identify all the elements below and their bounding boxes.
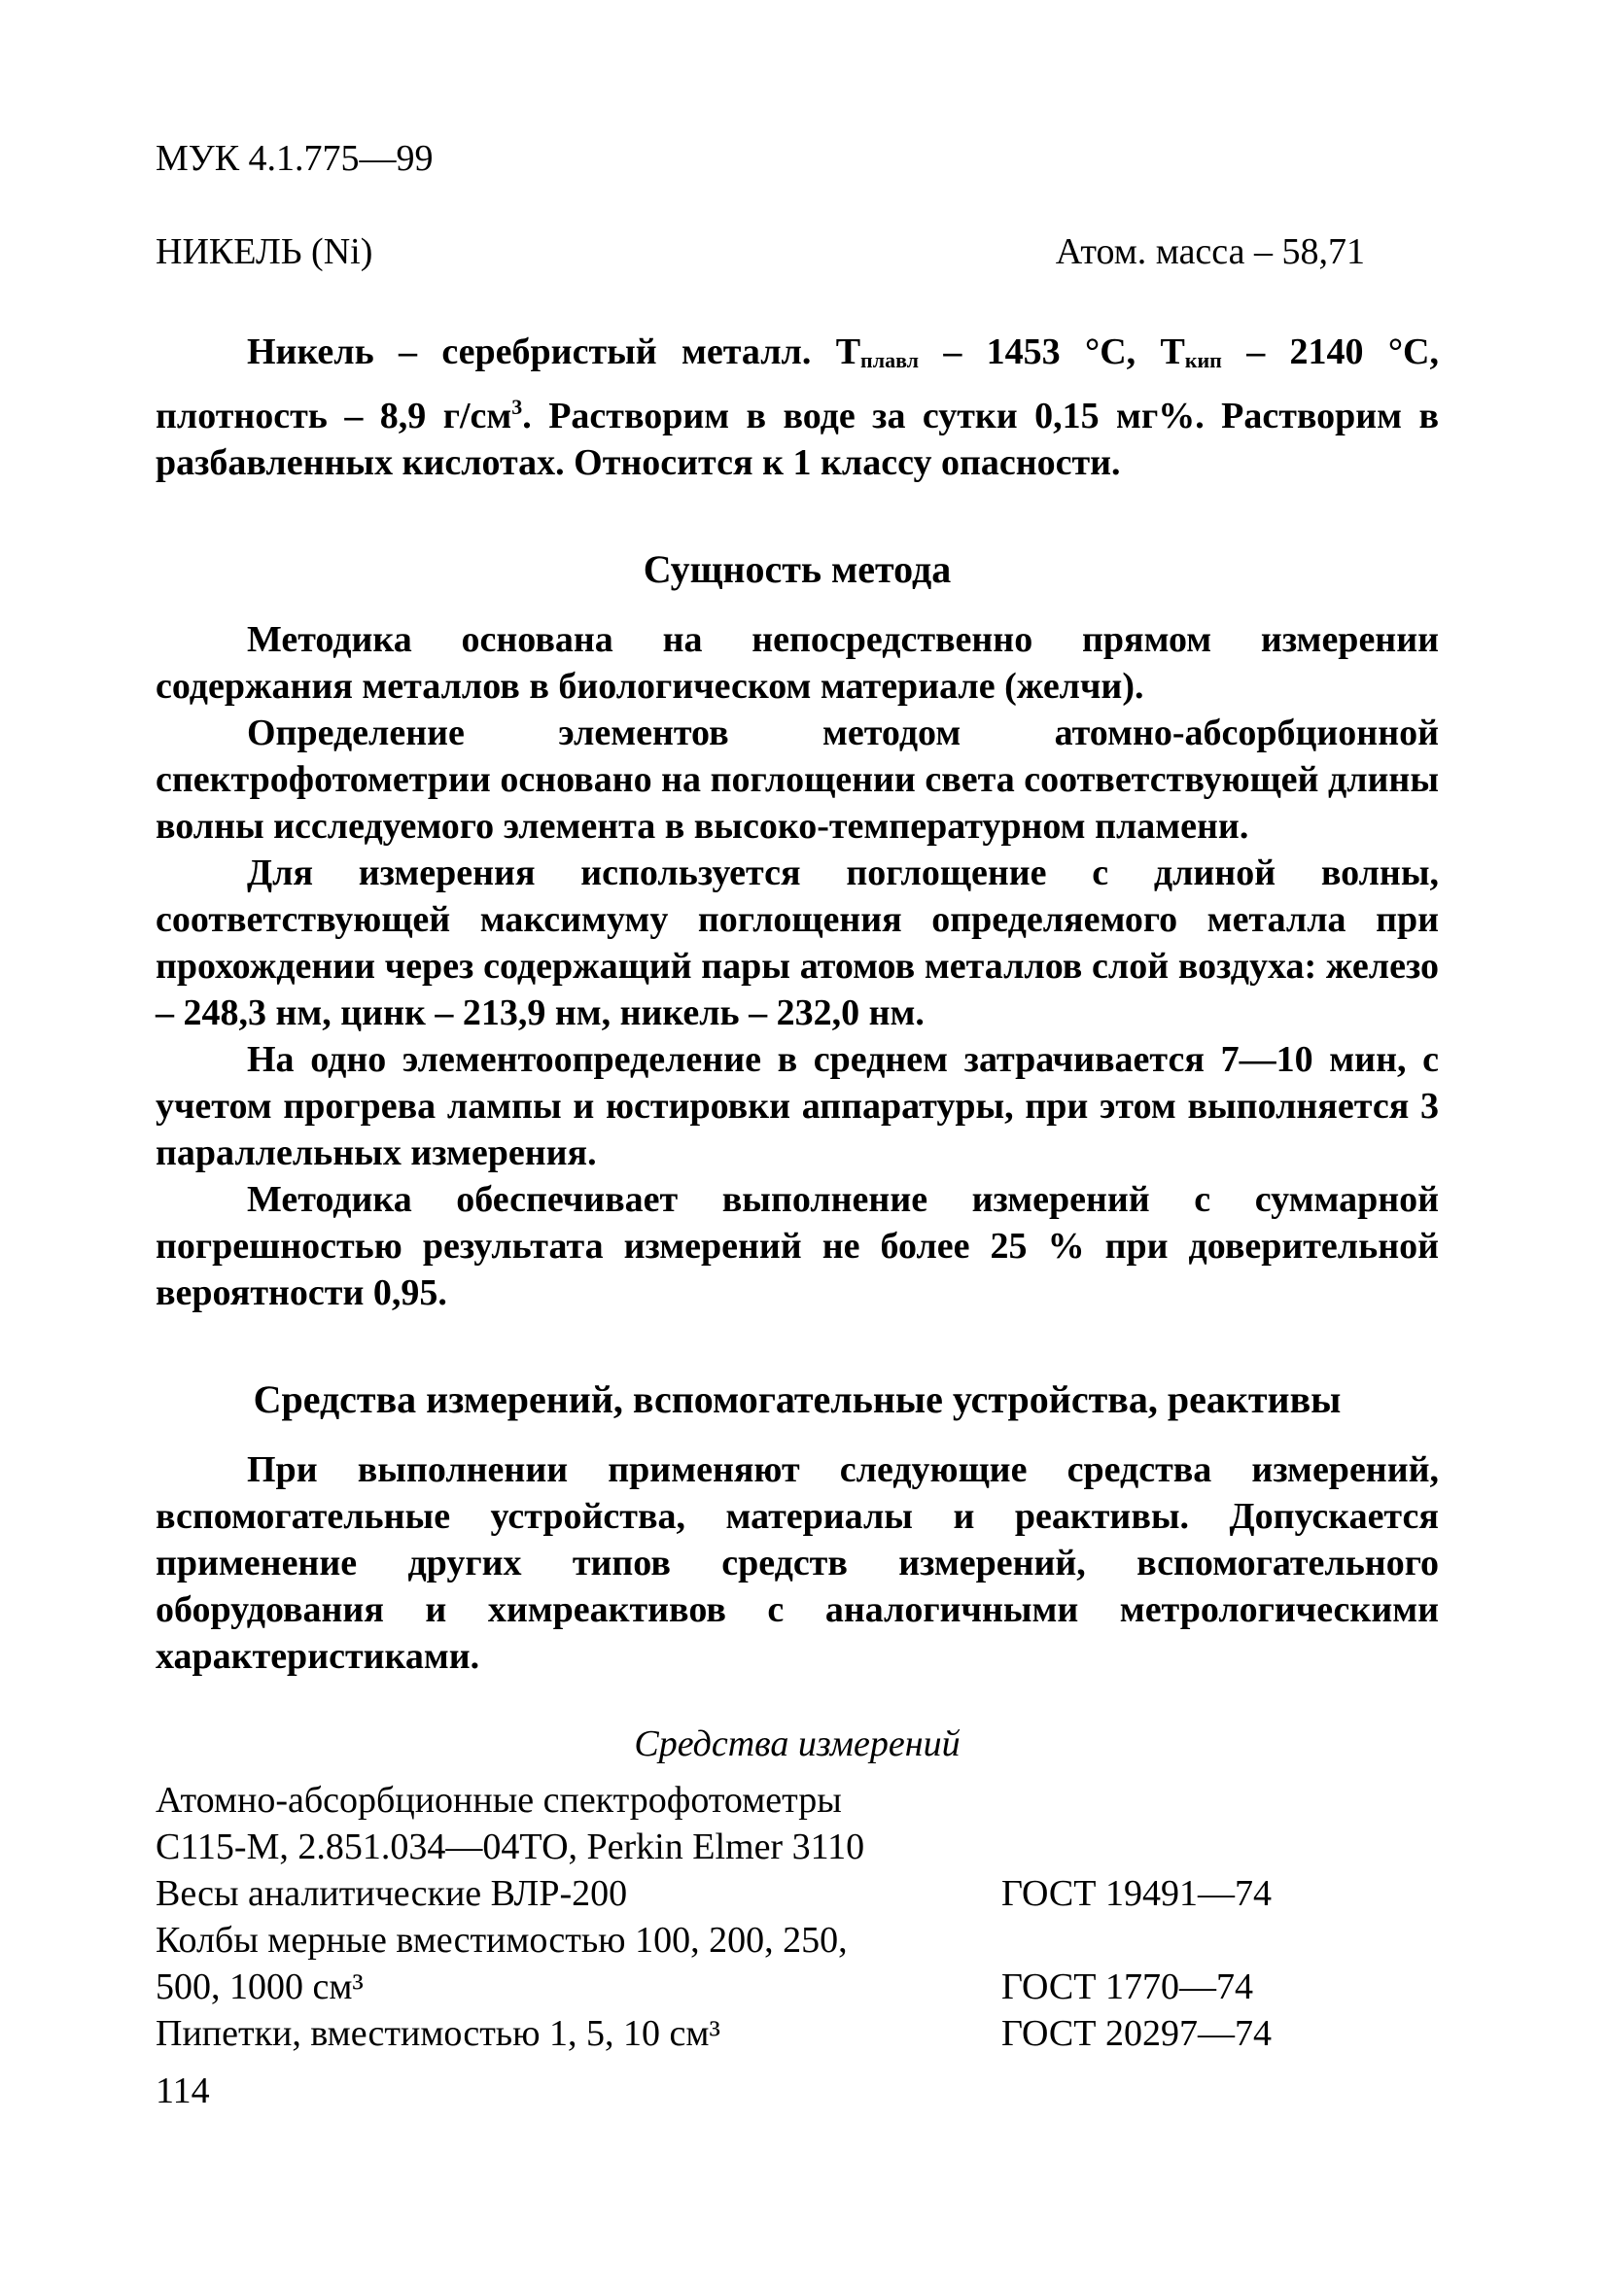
section-title-essence: Сущность метода: [643, 547, 952, 591]
document-page: [156, 136, 1439, 2057]
instrument-row: [156, 1777, 1439, 1870]
page-number: 114: [156, 2070, 210, 2111]
instruments-title: Средства измерений: [634, 1723, 961, 1764]
atomic-mass: Атом. масса – 58,71: [1055, 231, 1365, 272]
melting-point-subscript: плавл: [860, 348, 919, 372]
instrument-name: Весы аналитические ВЛР-200: [156, 1873, 628, 1914]
essence-paragraph: Методика обеспечивает выполнение измерений с суммарной погрешностью результата измерений не более 25 % при доверительной вероятности 0,95.: [156, 1179, 1439, 1313]
instrument-row: [156, 1870, 1439, 1917]
boiling-point-subscript: кип: [1184, 348, 1222, 372]
element-name: НИКЕЛЬ (Ni): [156, 231, 373, 272]
essence-paragraph: Для измерения используется поглощение с длиной волны, соответствующей максимуму поглощения определяемого металла при прохождении через содержащий пары атомов металлов слой воздуха: железо – 248,3 нм, цинк – 213,9 нм, никель – 232,0 нм.: [156, 852, 1439, 1033]
instrument-name: Колбы мерные вместимостью 100, 200, 250, 500, 1000 см³: [156, 1920, 848, 2007]
element-description: Никель – серебристый металл. Tплавл – 1453 °С, Tкип – 2140 °С, плотность – 8,9 $г/см^3$. Растворим в воде за сутки 0,15 мг%. Растворим в разбавленных кислотах. Относится к 1 классу опасности.: [156, 331, 1440, 483]
section-title-equipment: Средства измерений, вспомогательные устройства, реактивы: [253, 1377, 1342, 1421]
instrument-row: [156, 1917, 1439, 2010]
essence-paragraph: Методика основана на непосредственно прямом измерении содержания металлов в биологическом материале (желчи).: [156, 619, 1439, 707]
instrument-row: [156, 2010, 1439, 2057]
document-code: МУК 4.1.775—99: [156, 138, 434, 179]
essence-paragraph: На одно элементоопределение в среднем затрачивается 7—10 мин, с учетом прогрева лампы и юстировки аппаратуры, при этом выполняется 3 параллельных измерения.: [156, 1039, 1439, 1173]
instrument-gost: ГОСТ 19491—74: [1001, 1873, 1272, 1914]
essence-paragraph: Определение элементов методом атомно-абсорбционной спектрофотометрии основано на поглощении света соответствующей длины волны исследуемого элемента в высоко-температурном пламени.: [156, 713, 1439, 847]
equipment-paragraph: При выполнении применяют следующие средства измерений, вспомогательные устройства, материалы и реактивы. Допускается применение других типов средств измерений, вспомогательного оборудования и химреактивов с аналогичными метрологическими характеристиками.: [156, 1449, 1439, 1677]
density-superscript: 3: [511, 395, 523, 419]
element-header: [156, 229, 1365, 274]
instrument-name: Атомно-абсорбционные спектрофотометры С115-М, 2.851.034—04ТО, Perkin Elmer 3110: [156, 1780, 865, 1867]
instrument-gost: ГОСТ 1770—74: [1001, 1966, 1253, 2007]
instruments-list: [156, 1777, 1439, 2057]
instrument-gost: ГОСТ 20297—74: [1001, 2013, 1272, 2054]
instrument-name: Пипетки, вместимостью 1, 5, 10 см³: [156, 2013, 720, 2054]
